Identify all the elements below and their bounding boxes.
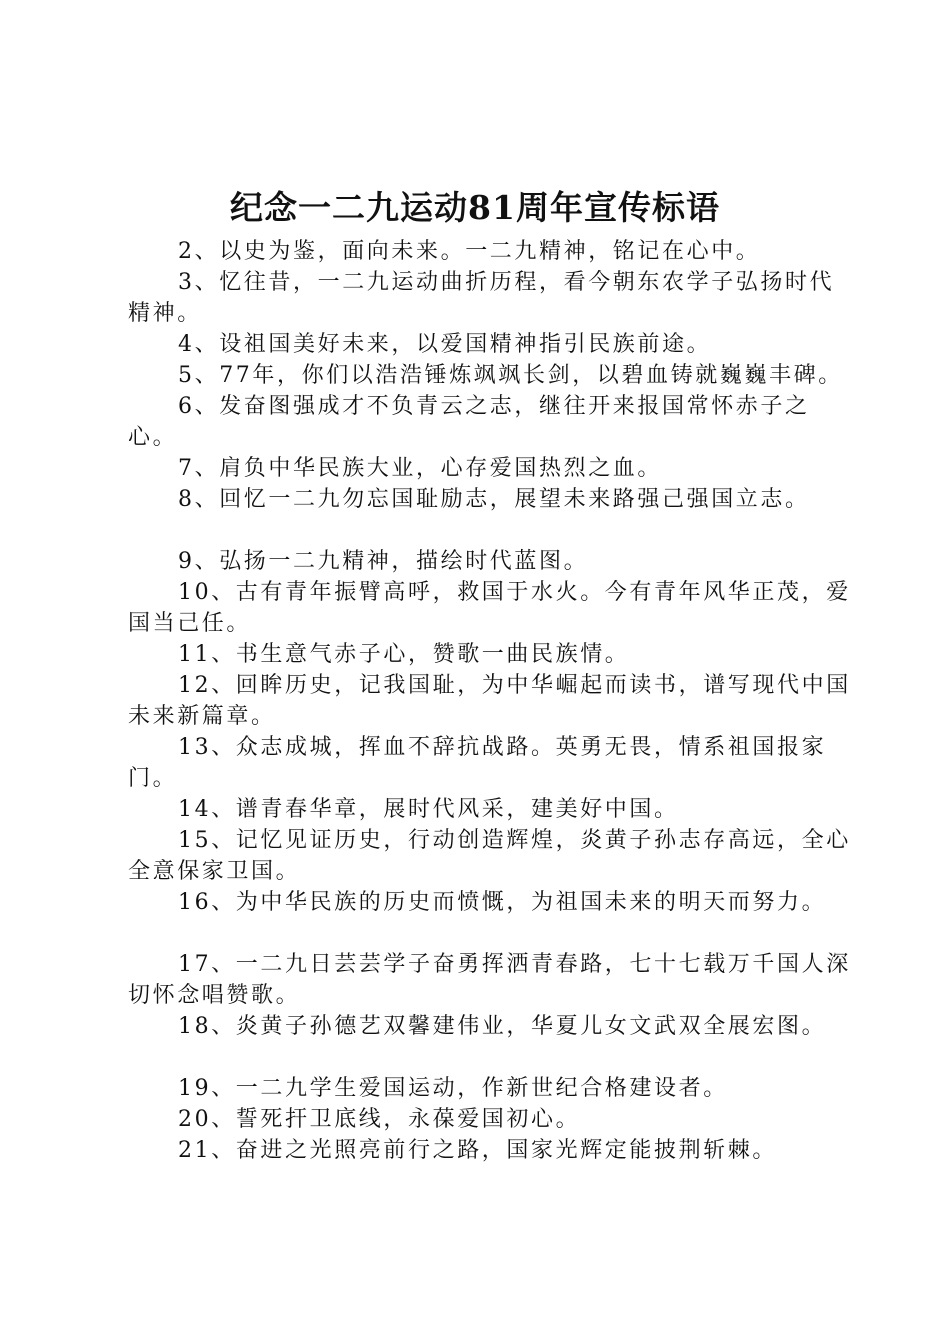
slogan-paragraph: 18、炎黄子孙德艺双馨建伟业，华夏儿女文武双全展宏图。 [178, 1014, 827, 1039]
slogan-paragraph: 7、肩负中华民族大业，心存爱国热烈之血。 [178, 456, 662, 481]
slogan-paragraph: 2、以史为鉴，面向未来。一二九精神，铭记在心中。 [178, 239, 761, 264]
slogan-paragraph: 12、回眸历史，记我国耻，为中华崛起而读书，谱写现代中国未来新篇章。 [128, 673, 851, 729]
slogan-paragraph: 9、弘扬一二九精神，描绘时代蓝图。 [178, 549, 589, 574]
slogan-paragraph: 14、谱青春华章，展时代风采，建美好中国。 [178, 797, 679, 822]
document-body [128, 236, 856, 1166]
slogan-paragraph: 6、发奋图强成才不负青云之志，继往开来报国常怀赤子之心。 [128, 394, 810, 450]
slogan-paragraph: 11、书生意气赤子心，赞歌一曲民族情。 [178, 642, 630, 667]
slogan-paragraph: 15、记忆见证历史，行动创造辉煌，炎黄子孙志存高远，全心全意保家卫国。 [128, 828, 851, 884]
slogan-paragraph: 20、誓死扞卫底线，永葆爱国初心。 [178, 1107, 581, 1132]
slogan-paragraph: 5、77年，你们以浩浩锤炼飒飒长剑，以碧血铸就巍巍丰碑。 [178, 363, 843, 388]
slogan-paragraph: 10、古有青年振臂高呼，救国于水火。今有青年风华正茂，爱国当己任。 [128, 580, 851, 636]
slogan-paragraph: 13、众志成城，挥血不辞抗战路。英勇无畏，情系祖国报家门。 [128, 735, 827, 791]
slogan-paragraph: 17、一二九日芸芸学子奋勇挥洒青春路，七十七载万千国人深切怀念唱赞歌。 [128, 952, 851, 1008]
slogan-paragraph: 21、奋进之光照亮前行之路，国家光辉定能披荆斩棘。 [178, 1138, 777, 1163]
slogan-paragraph: 8、回忆一二九勿忘国耻励志，展望未来路强己强国立志。 [178, 487, 810, 512]
document-title: 纪念一二九运动81周年宣传标语 [230, 188, 720, 227]
slogan-paragraph: 19、一二九学生爱国运动，作新世纪合格建设者。 [178, 1076, 728, 1101]
slogan-paragraph: 16、为中华民族的历史而愤慨，为祖国未来的明天而努力。 [178, 890, 827, 915]
slogan-paragraph: 3、忆往昔，一二九运动曲折历程，看今朝东农学子弘扬时代精神。 [128, 270, 835, 326]
slogan-paragraph: 4、设祖国美好未来，以爱国精神指引民族前途。 [178, 332, 712, 357]
